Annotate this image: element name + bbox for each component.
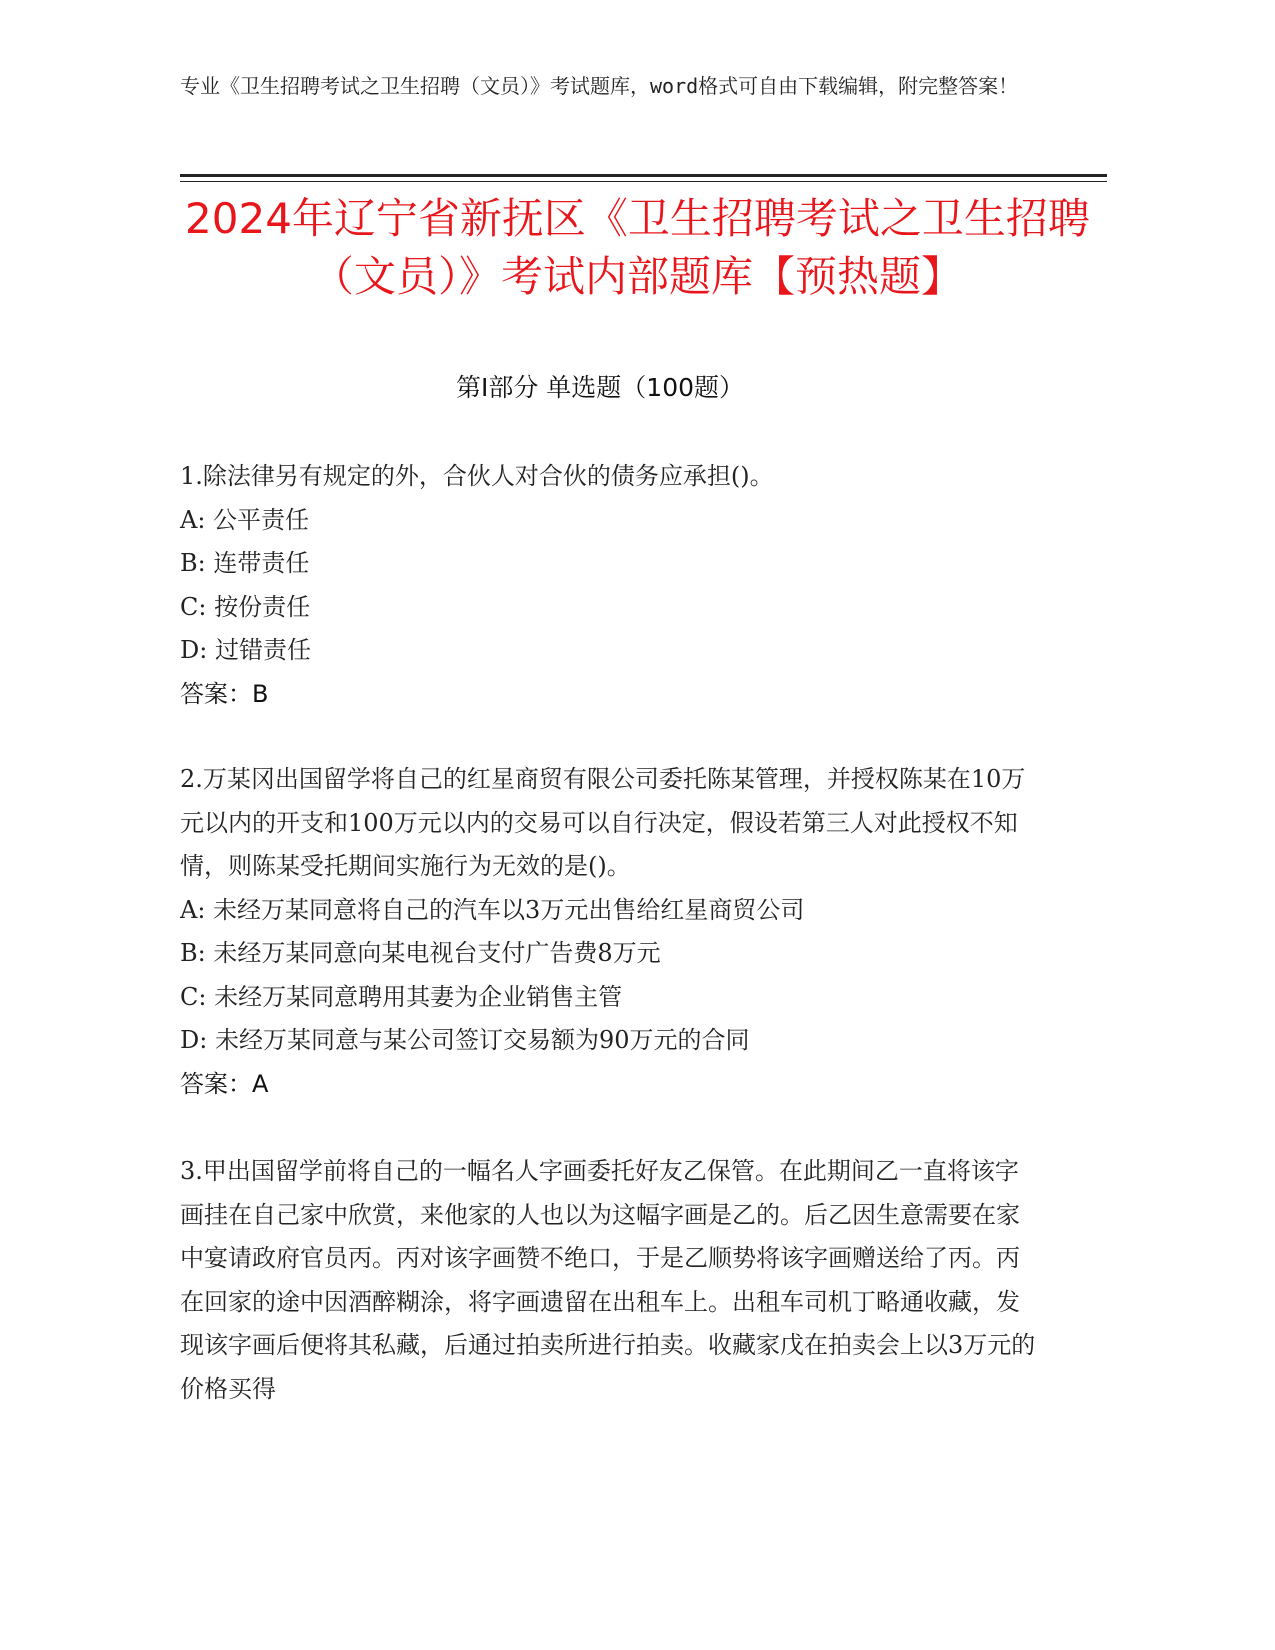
option-a: A: 公平责任 (180, 505, 310, 534)
option-d: D: 过错责任 (180, 636, 311, 664)
question-stem: 2.万某冈出国留学将自己的红星商贸有限公司委托陈某管理，并授权陈某在10万元以内的开支和100万元以内的交易可以自行决定，假设若第三人对此授权不知情，则陈某受托期间实施行为无效的是()。 (180, 765, 1026, 880)
option-c: C: 未经万某同意聘用其妻为企业销售主管 (180, 982, 623, 1011)
option-c: C: 按份责任 (180, 592, 311, 621)
header-note: 专业《卫生招聘考试之卫生招聘（文员）》考试题库，word格式可自由下载编辑，附完整答案！ (180, 74, 1019, 98)
option-d: D: 未经万某同意与某公司签订交易额为90万元的合同 (180, 1026, 750, 1054)
section-heading: 第Ⅰ部分 单选题（100题） (455, 373, 745, 402)
question-stem: 3.甲出国留学前将自己的一幅名人字画委托好友乙保管。在此期间乙一直将该字画挂在自己家中欣赏，来他家的人也以为这幅字画是乙的。后乙因生意需要在家中宴请政府官员丙。丙对该字画赞不绝口，于是乙顺势将该字画赠送给了丙。丙在回家的途中因酒醉糊涂，将字画遗留在出租车上。出租车司机丁略通收藏，发现该字画后便将其私藏，后通过拍卖所进行拍卖。收藏家戊在拍卖会上以3万元的价格买得 (180, 1157, 1036, 1403)
answer-label: 答案：B (180, 679, 269, 708)
question-block (180, 758, 1040, 1106)
option-b: B: 未经万某同意向某电视台支付广告费8万元 (180, 939, 661, 967)
question-block (180, 455, 1040, 716)
document-title: 2024年辽宁省新抚区《卫生招聘考试之卫生招聘（文员）》考试内部题库【预热题】 (185, 194, 1090, 301)
question-stem: 1.除法律另有规定的外，合伙人对合伙的债务应承担()。 (180, 462, 774, 490)
header-divider-thick (180, 174, 1107, 177)
answer-label: 答案：A (180, 1069, 269, 1098)
question-block (180, 1150, 1040, 1411)
option-b: B: 连带责任 (180, 549, 310, 577)
header-divider-thin (180, 181, 1107, 182)
option-a: A: 未经万某同意将自己的汽车以3万元出售给红星商贸公司 (180, 895, 805, 924)
